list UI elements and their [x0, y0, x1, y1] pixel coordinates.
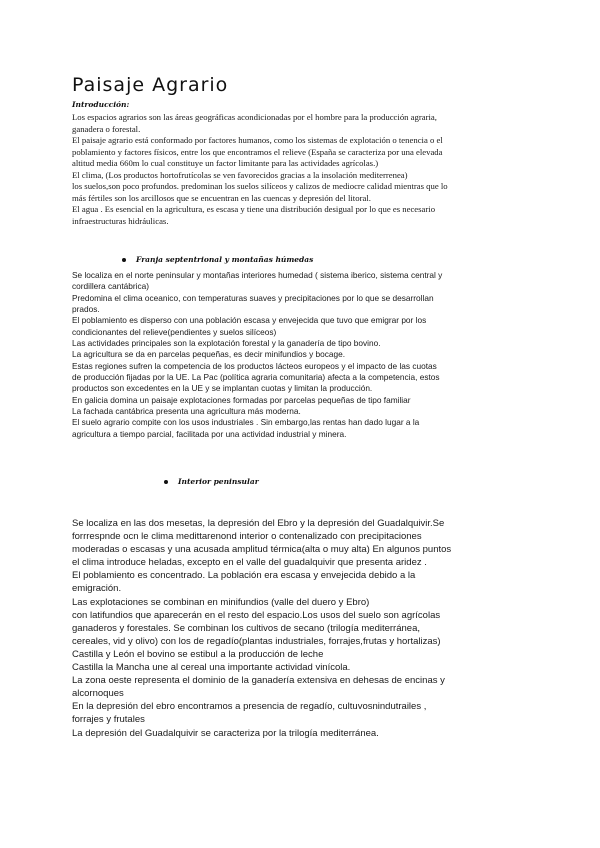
section1-line: Se localiza en el norte peninsular y montañas interiores humedad ( sistema iberico, sistema central y — [72, 270, 443, 280]
section1-paragraph — [72, 270, 542, 440]
section2-line: Castilla y León el bovino se estibul a la producción de leche — [72, 648, 324, 660]
intro-line: los suelos,son poco profundos. predominan los suelos silíceos y calizos de mediocre calidad mientras que lo — [72, 181, 448, 192]
section2-line: La depresión del Guadalquivir se caracteriza por la trilogía mediterránea. — [72, 727, 379, 739]
section1-line: agricultura a tiempo parcial, facilitada por una actividad industrial y minera. — [72, 428, 347, 439]
section2-line: En la depresión del ebro encontramos a presencia de regadío, cultuvosnindutrailes , — [72, 701, 427, 713]
intro-line: Los espacios agrarios son las áreas geográficas acondicionadas por el hombre para la producción agraria, — [72, 112, 437, 122]
intro-line: ganadera o forestal. — [72, 123, 141, 134]
section2-line: Las explotaciones se combinan en minifundios (valle del duero y Ebro) — [72, 596, 370, 608]
intro-line: El clima, (Los productos hortofrutícolas se ven favorecidos gracias a la insolación mediterrenea) — [72, 169, 408, 180]
intro-line: infraestructuras hidráulicas. — [72, 215, 169, 226]
section2-line: con latifundios que aparecerán en el resto del espacio.Los usos del suelo son agrícolas — [72, 609, 441, 621]
section1-line: El poblamiento es disperso con una población escasa y envejecida que tuvo que emigrar por los — [72, 315, 427, 326]
section1-line: Las actividades principales son la explotación forestal y la ganadería de tipo bovino. — [72, 338, 381, 349]
section1-bullet — [122, 255, 313, 264]
intro-line: poblamiento y factores físicos, entre los que encontramos el relieve (España se caracteriza por una elevada — [72, 146, 443, 157]
intro-line: El agua . Es esencial en la agricultura, es escasa y tiene una distribución desigual por lo que es necesario — [72, 204, 436, 215]
bullet-dot-icon — [164, 480, 168, 484]
section2-line: Castilla la Mancha une al cereal una importante actividad vinícola. — [72, 662, 351, 674]
section2-bullet — [164, 477, 259, 486]
section1-line: En galicia domina un paisaje explotaciones formadas por parcelas pequeñas de tipo familiar — [72, 394, 411, 405]
intro-line: altitud media 660m lo cual constituye un factor limitante para las actividades agrícolas.) — [72, 158, 379, 169]
section1-line: de producción fijadas por la UE. La Pac (política agraria comunitaria) afecta a la competencia, estos — [72, 372, 440, 383]
section1-line: El suelo agrario compite con los usos industriales . Sin embargo,las rentas han dado lugar a la — [72, 417, 420, 428]
section1-line: Estas regiones sufren la competencia de los productos lácteos europeos y el impacto de las cuotas — [72, 360, 437, 371]
section2-line: forrajes y frutales — [72, 714, 145, 726]
section2-line: emigración. — [72, 583, 122, 595]
section1-line: Predomina el clima oceanico, con temperaturas suaves y precipitaciones por lo que se desarrollan — [72, 292, 434, 303]
intro-line: El paisaje agrario está conformado por factores humanos, como los sistemas de explotación o tenencia o el — [72, 135, 443, 146]
section2-line: Se localiza en las dos mesetas, la depresión del Ebro y la depresión del Guadalquivir.Se — [72, 518, 445, 529]
bullet-dot-icon — [122, 258, 126, 262]
intro-line: más fértiles son los arcillosos que se encuentran en las cuencas y depresión del litoral. — [72, 192, 371, 203]
section1-line: La fachada cantábrica presenta una agricultura más moderna. — [72, 406, 301, 417]
section2-line: ganaderos y forestales. Se combinan los cultivos de secano (trilogía mediterránea, — [72, 622, 420, 634]
section1-heading: Franja septentrional y montañas húmedas — [136, 255, 314, 264]
section2-line: moderadas o escasas y una acusada amplitud térmica(alta o muy alta) En algunos puntos — [72, 544, 452, 556]
section1-line: La agricultura se da en parcelas pequeñas, es decir minifundios y bocage. — [72, 349, 346, 360]
section2-heading: Interior peninsular — [178, 477, 259, 486]
section2-line: alcornoques — [72, 688, 124, 700]
section2-line: cereales, vid y olivo) con los de regadío(plantas industriales, forrajes,frutas y hortalizas) — [72, 635, 441, 647]
section1-line: condicionantes del relieve(pendientes y suelos silíceos) — [72, 326, 277, 337]
page-title: Paisaje Agrario — [72, 74, 229, 96]
intro-heading: Introducción: — [72, 100, 130, 109]
section2-paragraph — [72, 517, 542, 740]
section1-line: productos son excedentes en la UE y se implantan cuotas y limitan la producción. — [72, 383, 373, 394]
intro-paragraph — [72, 112, 542, 227]
section1-line: cordillera cantábrica) — [72, 281, 150, 292]
section2-line: el clima introduce heladas, excepto en el valle del guadalquivir que presenta aridez . — [72, 557, 427, 569]
section2-line: forrrespnde ocn le clima medittarenond interior o contenalizado con precipitaciones — [72, 531, 422, 543]
section2-line: El poblamiento es concentrado. La población era escasa y envejecida debido a la — [72, 570, 416, 582]
section2-line: La zona oeste representa el dominio de la ganadería extensiva en dehesas de encinas y — [72, 675, 445, 687]
section1-line: prados. — [72, 304, 100, 315]
